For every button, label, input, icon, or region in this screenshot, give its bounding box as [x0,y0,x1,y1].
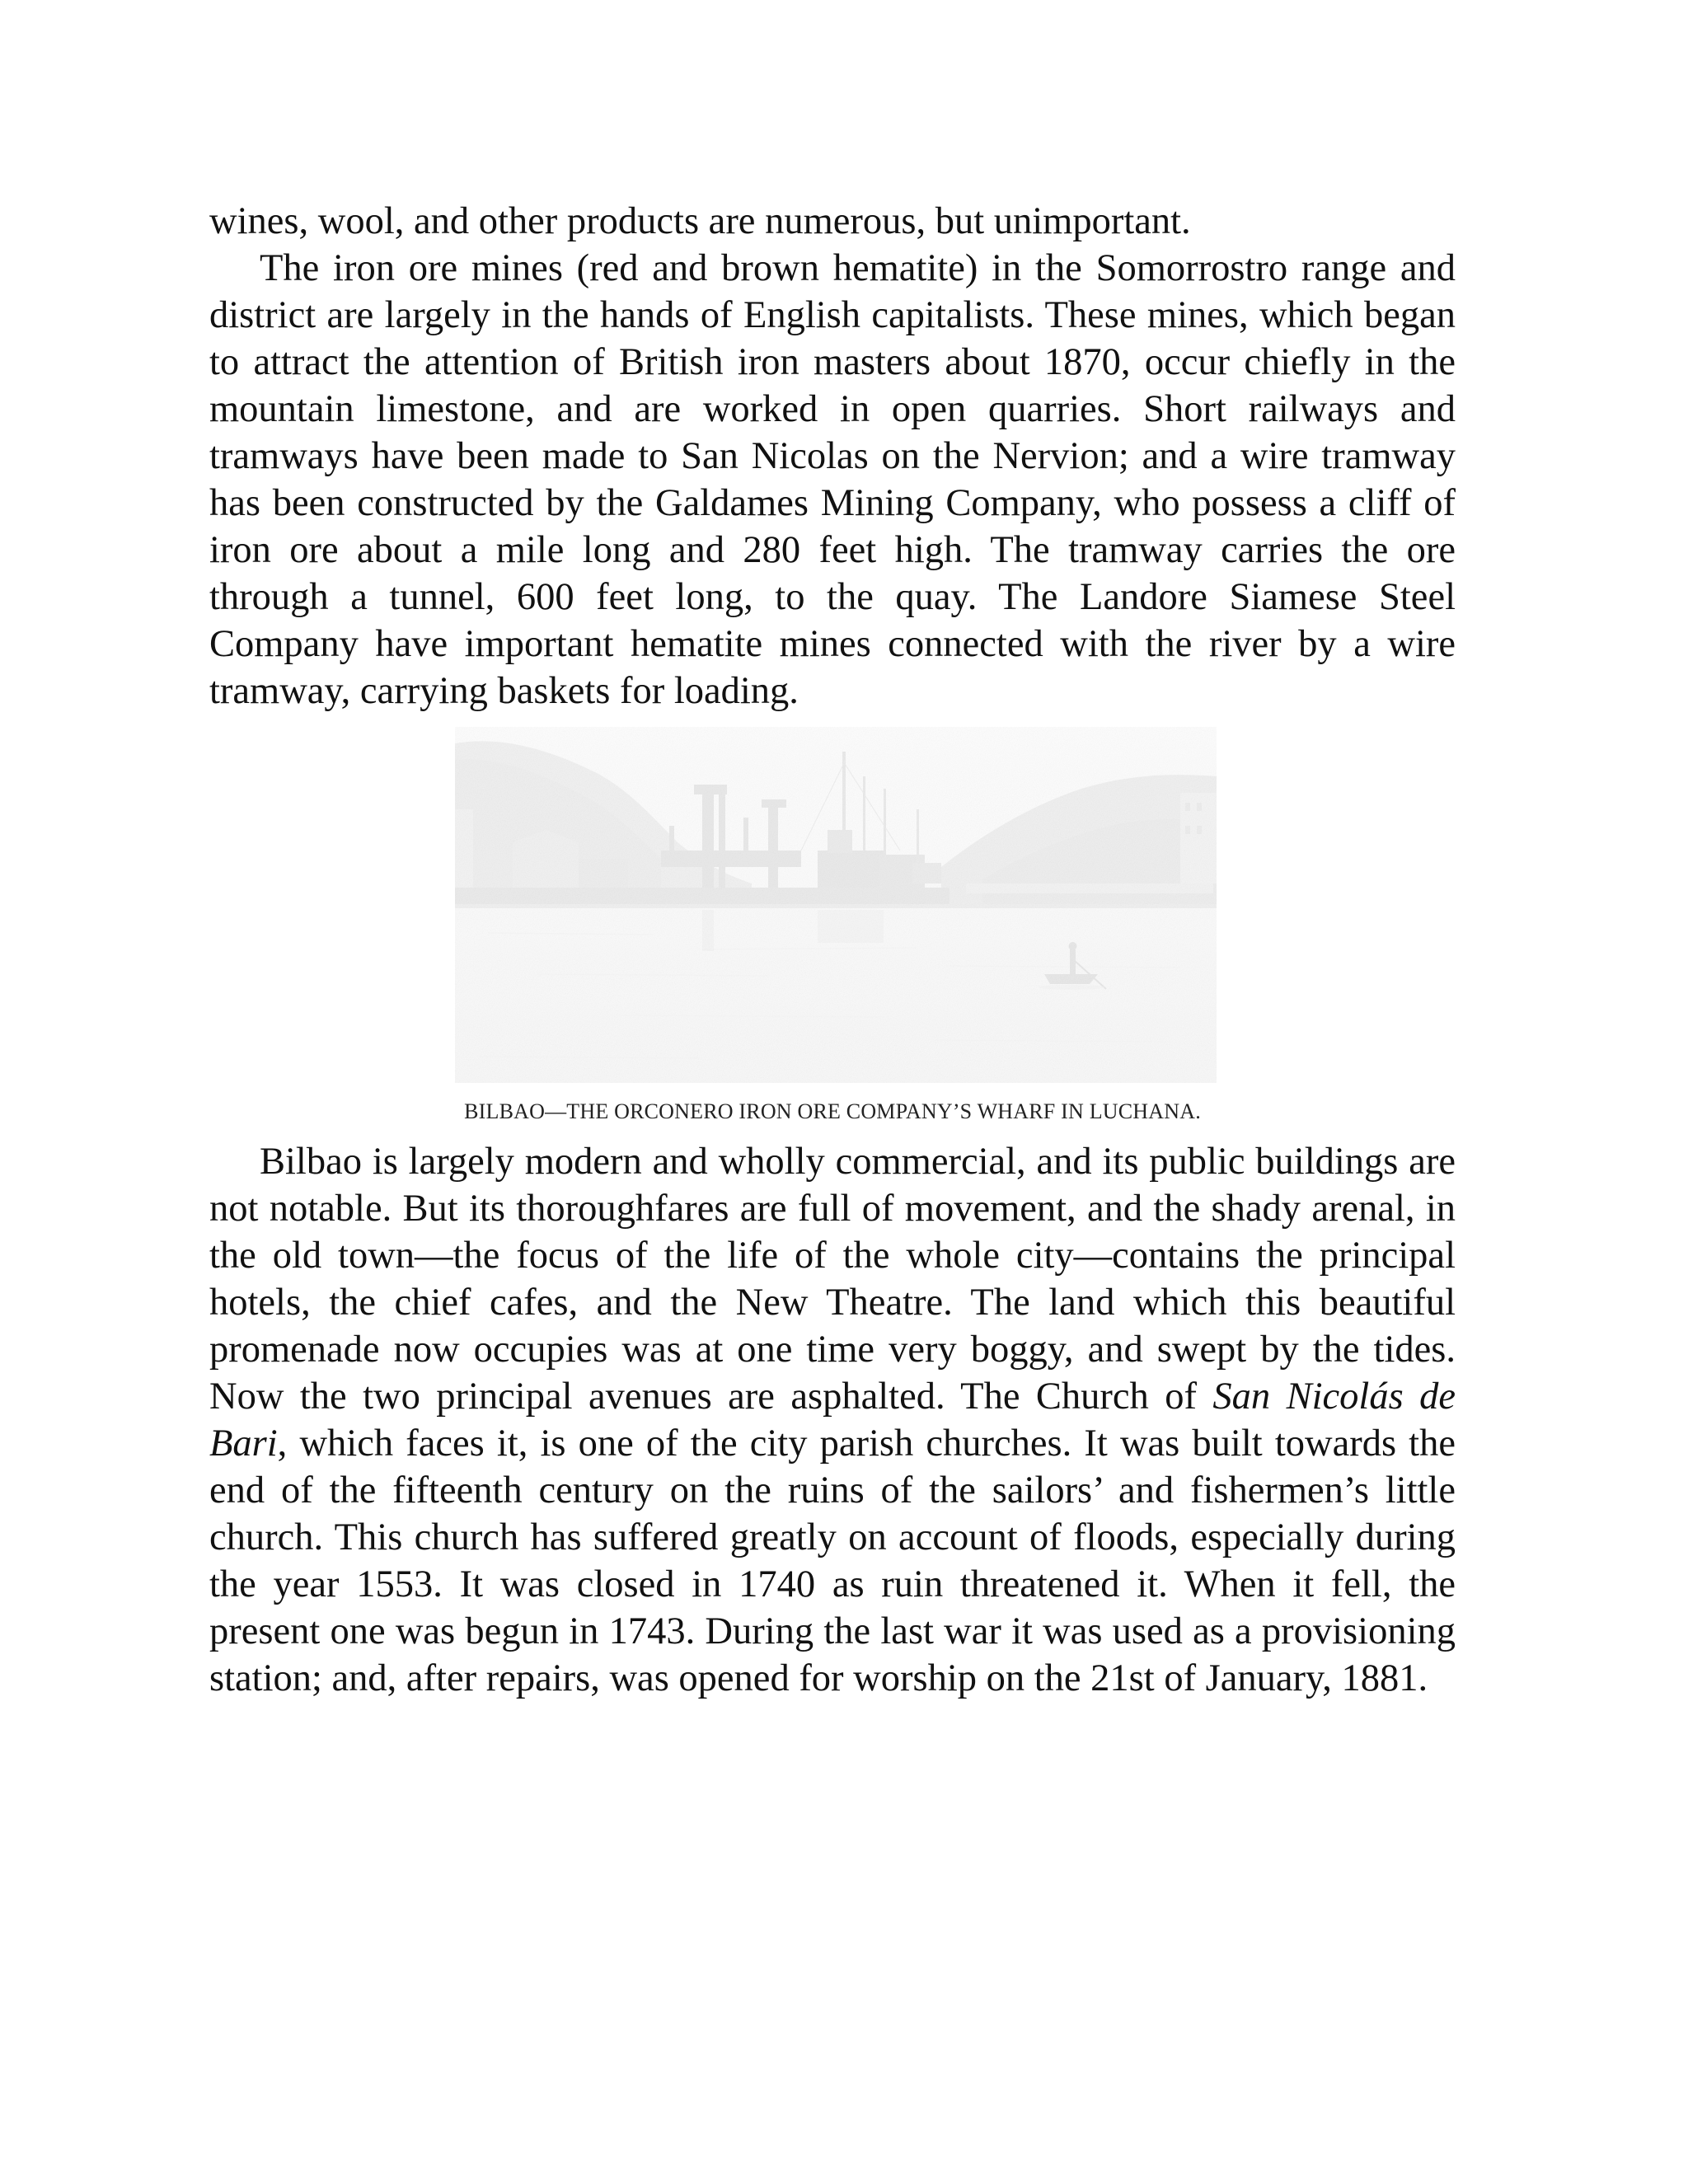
figure-caption: BILBAO—THE ORCONERO IRON ORE COMPANY’S WHARF IN LUCHANA. [464,1099,1201,1123]
paragraph-bilbao-part2: , which faces it, is one of the city parish churches. It was built towards the end of the fifteenth century on the ruins of the sailors’ and fishermen’s little church. This church has suffered greatly on account of floods, especially during the year 1553. It was closed in 1740 as ruin threatened it. When it fell, the present one was begun in 1743. During the last war it was used as a provisioning station; and, after repairs, was opened for worship on the 21st of January, 1881. [209,1422,1456,1699]
top-text-block [209,198,1456,715]
church-name-italic: San Nicolás de Bari [209,1376,1456,1465]
paragraph-bilbao-part1: Bilbao is largely modern and wholly commercial, and its public buildings are not notable. But its thoroughfares are full of movement, and the shady arenal, in the old town—the focus of the life of the whole city—contains the principal hotels, the chief cafes, and the New Theatre. The land which this beautiful promenade now occupies was at one time very boggy, and swept by the tides. Now the two principal avenues are asphalted. The Church of [209,1141,1456,1418]
wharf-photograph [455,727,1217,1083]
paragraph-iron-ore-mines: The iron ore mines (red and brown hematite) in the Somorrostro range and district are largely in the hands of English capitalists. These mines, which began to attract the attention of British iron masters about 1870, occur chiefly in the mountain limestone, and are worked in open quarries. Short railways and tramways have been made to San Nicolas on the Nervion; and a wire tramway has been constructed by the Galdames Mining Company, who possess a cliff of iron ore about a mile long and 280 feet high. The tramway carries the ore through a tunnel, 600 feet long, to the quay. The Landore Siamese Steel Company have important hematite mines connected with the river by a wire tramway, carrying baskets for loading. [209,247,1456,712]
wharf-photo-illustration [455,727,1217,1083]
paragraph-bilbao [209,1138,1456,1702]
paragraph-continuation: wines, wool, and other products are numerous, but unimportant. [209,200,1191,242]
bottom-text-block [209,1138,1456,1702]
